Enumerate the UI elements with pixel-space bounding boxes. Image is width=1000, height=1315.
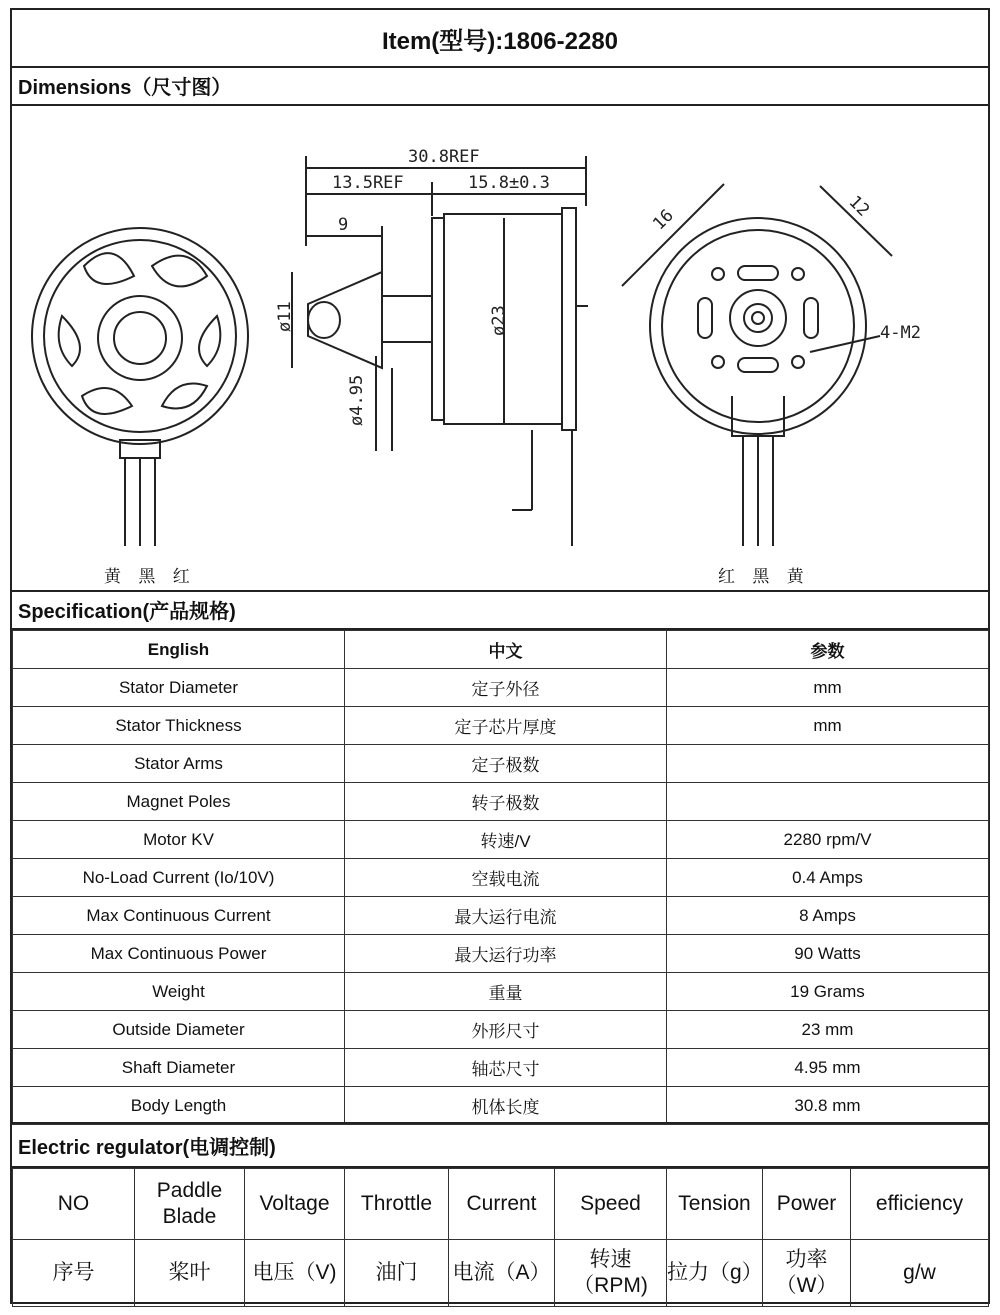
ereg-cell: 油门 xyxy=(345,1240,449,1307)
spec-cell-chinese: 定子芯片厚度 xyxy=(345,707,667,745)
spec-cell-english: Body Length xyxy=(13,1087,345,1125)
spec-cell-value: mm xyxy=(667,707,989,745)
spec-cell-chinese: 外形尺寸 xyxy=(345,1011,667,1049)
spec-cell-english: Weight xyxy=(13,973,345,1011)
dim-mount-screws: 4-M2 xyxy=(880,323,921,343)
ereg-cell: NO xyxy=(13,1169,135,1240)
spec-row xyxy=(13,669,989,707)
ereg-cell: Tension xyxy=(667,1169,763,1240)
ereg-english-row xyxy=(13,1169,989,1240)
ereg-cell: 转速（RPM) xyxy=(555,1240,667,1307)
dim-mount-16: 16 xyxy=(649,205,678,235)
dimension-drawing xyxy=(12,106,988,592)
electric-regulator-table xyxy=(12,1168,989,1307)
spec-cell-english: Max Continuous Power xyxy=(13,935,345,973)
spec-cell-chinese: 定子外径 xyxy=(345,669,667,707)
spec-header-value: 参数 xyxy=(667,631,989,669)
motor-side-view xyxy=(292,156,588,546)
spec-cell-english: Max Continuous Current xyxy=(13,897,345,935)
spec-row xyxy=(13,973,989,1011)
page-title: Item(型号):1806-2280 xyxy=(12,10,988,68)
dim-mount-12: 12 xyxy=(844,191,874,221)
spec-cell-chinese: 重量 xyxy=(345,973,667,1011)
ereg-cell: 拉力（g） xyxy=(667,1240,763,1307)
spec-cell-english: Stator Thickness xyxy=(13,707,345,745)
ereg-cell: efficiency xyxy=(851,1169,989,1240)
ereg-cell: 功率（W） xyxy=(763,1240,851,1307)
spec-cell-english: Stator Diameter xyxy=(13,669,345,707)
ereg-cell: Speed xyxy=(555,1169,667,1240)
spec-cell-chinese: 定子极数 xyxy=(345,745,667,783)
dim-adapter-diameter: ø11 xyxy=(275,301,295,332)
spec-row xyxy=(13,707,989,745)
ereg-cell: Paddle Blade xyxy=(135,1169,245,1240)
spec-cell-chinese: 转速/V xyxy=(345,821,667,859)
ereg-cell: Throttle xyxy=(345,1169,449,1240)
spec-row xyxy=(13,1087,989,1125)
dimensions-heading: Dimensions（尺寸图） xyxy=(12,66,988,106)
spec-cell-value: 8 Amps xyxy=(667,897,989,935)
spec-cell-value: 23 mm xyxy=(667,1011,989,1049)
spec-row xyxy=(13,821,989,859)
spec-cell-value: 0.4 Amps xyxy=(667,859,989,897)
spec-cell-chinese: 空载电流 xyxy=(345,859,667,897)
spec-cell-chinese: 轴芯尺寸 xyxy=(345,1049,667,1087)
spec-cell-value: 30.8 mm xyxy=(667,1087,989,1125)
spec-header-row xyxy=(13,631,989,669)
spec-cell-chinese: 最大运行功率 xyxy=(345,935,667,973)
ereg-cell: Voltage xyxy=(245,1169,345,1240)
spec-cell-value: mm xyxy=(667,669,989,707)
spec-header-english: English xyxy=(13,631,345,669)
spec-cell-value: 2280 rpm/V xyxy=(667,821,989,859)
ereg-cell: 序号 xyxy=(13,1240,135,1307)
spec-cell-english: No-Load Current (Io/10V) xyxy=(13,859,345,897)
spec-cell-english: Outside Diameter xyxy=(13,1011,345,1049)
spec-sheet xyxy=(10,8,990,1304)
specification-heading: Specification(产品规格) xyxy=(12,590,988,630)
ereg-cell: 桨叶 xyxy=(135,1240,245,1307)
electric-regulator-heading: Electric regulator(电调控制) xyxy=(12,1122,988,1168)
ereg-cell: 电压（V) xyxy=(245,1240,345,1307)
ereg-cell: Current xyxy=(449,1169,555,1240)
spec-row xyxy=(13,783,989,821)
ereg-cell: 电流（A） xyxy=(449,1240,555,1307)
spec-cell-value xyxy=(667,745,989,783)
spec-cell-value: 4.95 mm xyxy=(667,1049,989,1087)
spec-row xyxy=(13,935,989,973)
spec-cell-chinese: 机体长度 xyxy=(345,1087,667,1125)
dim-body-length: 15.8±0.3 xyxy=(468,173,550,193)
spec-row xyxy=(13,1011,989,1049)
spec-row xyxy=(13,745,989,783)
motor-front-view-left xyxy=(32,228,248,546)
dim-shaft-diameter: ø4.95 xyxy=(347,374,367,426)
dim-shaft-extension: 13.5REF xyxy=(332,173,404,193)
spec-cell-english: Magnet Poles xyxy=(13,783,345,821)
motor-back-view-right xyxy=(622,184,892,546)
spec-cell-value: 19 Grams xyxy=(667,973,989,1011)
dim-prop-adapter: 9 xyxy=(338,215,349,235)
ereg-cell: Power xyxy=(763,1169,851,1240)
spec-cell-value xyxy=(667,783,989,821)
specification-table xyxy=(12,630,989,1125)
spec-row xyxy=(13,1049,989,1087)
spec-cell-english: Shaft Diameter xyxy=(13,1049,345,1087)
wire-colors-right: 红 黑 黄 xyxy=(718,567,810,587)
spec-cell-english: Motor KV xyxy=(13,821,345,859)
ereg-chinese-row xyxy=(13,1240,989,1307)
spec-cell-value: 90 Watts xyxy=(667,935,989,973)
dim-body-diameter: ø23 xyxy=(489,305,509,336)
spec-cell-english: Stator Arms xyxy=(13,745,345,783)
spec-header-chinese: 中文 xyxy=(345,631,667,669)
spec-row xyxy=(13,897,989,935)
spec-cell-chinese: 最大运行电流 xyxy=(345,897,667,935)
spec-cell-chinese: 转子极数 xyxy=(345,783,667,821)
wire-colors-left: 黄 黑 红 xyxy=(104,567,196,587)
spec-row xyxy=(13,859,989,897)
ereg-cell: g/w xyxy=(851,1240,989,1307)
dim-overall-length: 30.8REF xyxy=(408,147,480,167)
motor-drawing-svg xyxy=(12,106,988,590)
